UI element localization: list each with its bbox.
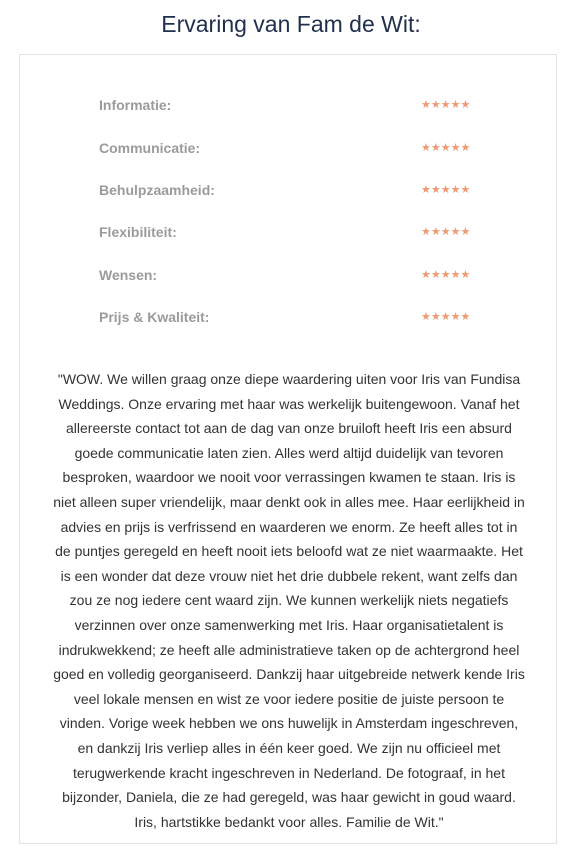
star-rating-icon: ★★★★★ — [421, 268, 471, 281]
review-text: "WOW. We willen graag onze diepe waardering uiten voor Iris van Fundisa Weddings. Onze ervaring met haar was werkelijk buitengewoon. Vanaf het allereerste contact tot aan de dag van onze bruiloft heeft Iris een absurd goede communicatie laten zien. Alles werd altijd duidelijk van tevoren besproken, waardoor we nooit voor verrassingen kwamen te staan. Iris is niet alleen super vriendelijk, maar denkt ook in alles mee. Haar eerlijkheid in advies en prijs is verfrissend en waarderen we enorm. Ze heeft alles tot in de puntjes geregeld en heeft nooit iets beloofd wat ze niet waarmaakte. Het is een wonder dat deze vrouw niet het drie dubbele rekent, want zelfs dan zou ze nog iedere cent waard zijn. We kunnen werkelijk niets negatiefs verzinnen over onze samenwerking met Iris. Haar organisatietalent is indrukwekkend; ze heeft alle administratieve taken op de achtergrond heel goed en volledig georganiseerd. Dankzij haar uitgebreide netwerk kende Iris veel lokale mensen en wist ze voor iedere positie de juiste persoon te vinden. Vorige week hebben we ons huwelijk in Amsterdam ingeschreven, en dankzij Iris verliep alles in één keer goed. We zijn nu officieel met terugwerkende kracht ingeschreven in Nederland. De fotograaf, in het bijzonder, Daniela, die ze had geregeld, was haar gewicht in goud waard. Iris, hartstikke bedankt voor alles. Familie de Wit." — [53, 371, 525, 830]
star-rating-icon: ★★★★★ — [421, 225, 471, 238]
rating-label: Communicatie: — [99, 140, 201, 156]
rating-row-communicatie — [20, 131, 556, 173]
star-rating-icon: ★★★★★ — [421, 98, 471, 111]
rating-label: Behulpzaamheid: — [99, 182, 215, 198]
rating-row-prijs-kwaliteit — [20, 300, 556, 342]
rating-row-behulpzaamheid — [20, 173, 556, 215]
page-title: Ervaring van Fam de Wit: — [161, 11, 421, 37]
review-card — [19, 54, 557, 844]
star-rating-icon: ★★★★★ — [421, 141, 471, 154]
rating-row-wensen — [20, 258, 556, 300]
star-rating-icon: ★★★★★ — [421, 310, 471, 323]
rating-label: Flexibiliteit: — [99, 224, 177, 240]
rating-row-flexibiliteit — [20, 215, 556, 257]
rating-label: Wensen: — [99, 267, 158, 283]
rating-row-informatie — [20, 88, 556, 130]
rating-label: Informatie: — [99, 97, 172, 113]
rating-label: Prijs & Kwaliteit: — [99, 309, 210, 325]
star-rating-icon: ★★★★★ — [421, 183, 471, 196]
